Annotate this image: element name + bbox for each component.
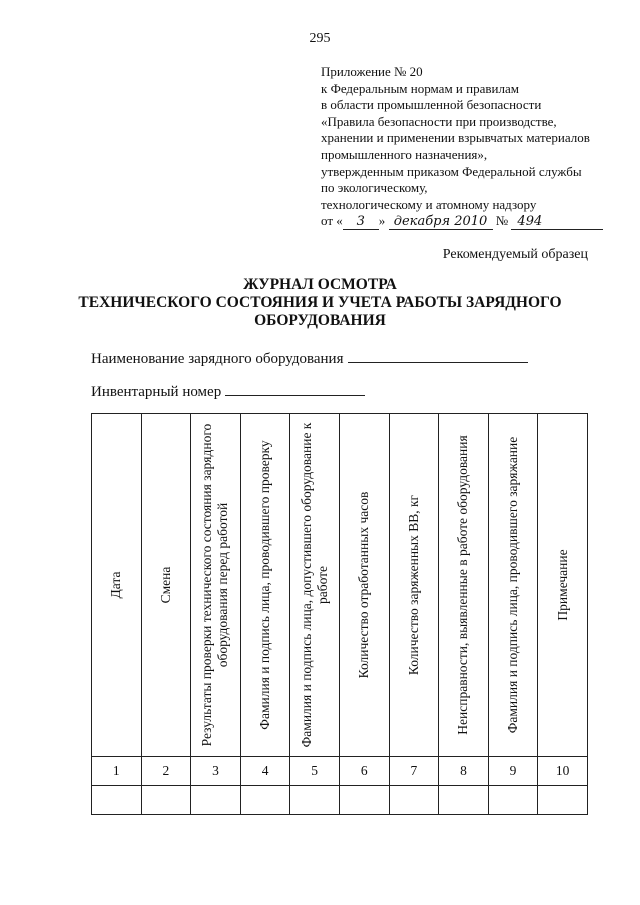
header-text: Количество отработанных часов — [356, 491, 372, 679]
empty-cell — [141, 786, 191, 815]
header-cell — [141, 414, 191, 757]
number-sign: № — [495, 213, 509, 229]
header-cell — [191, 414, 241, 757]
header-cell — [240, 414, 290, 757]
header-cell — [439, 414, 489, 757]
title-line: ОБОРУДОВАНИЯ — [254, 312, 386, 329]
header-text: Результаты проверки технического состояния зарядного оборудования перед работой — [199, 423, 231, 747]
appendix-line: к Федеральным нормам и правилам — [321, 80, 519, 96]
inventory-number-field — [91, 381, 365, 401]
header-cell — [538, 414, 588, 757]
column-number: 8 — [439, 757, 489, 786]
header-cell — [339, 414, 389, 757]
title-line: ЖУРНАЛ ОСМОТРА — [243, 276, 397, 293]
column-number: 5 — [290, 757, 340, 786]
appendix-line: по экологическому, — [321, 180, 428, 196]
appendix-line: промышленного назначения», — [321, 146, 488, 162]
header-text: Фамилия и подпись лица, проводившего заряжание — [505, 436, 521, 734]
header-text: Количество заряженных ВВ, кг — [405, 494, 421, 676]
appendix-line: технологическому и атомному надзору — [321, 196, 537, 212]
page-number: 295 — [309, 31, 331, 46]
appendix-line: в области промышленной безопасности — [321, 97, 542, 113]
order-number: 494 — [511, 215, 603, 230]
title-line: ТЕХНИЧЕСКОГО СОСТОЯНИЯ И УЧЕТА РАБОТЫ ЗАРЯДНОГО — [78, 294, 562, 311]
header-row — [92, 414, 588, 757]
header-cell — [92, 414, 142, 757]
column-number: 4 — [240, 757, 290, 786]
appendix-line: утвержденным приказом Федеральной службы — [321, 163, 582, 179]
empty-cell — [290, 786, 340, 815]
empty-cell — [339, 786, 389, 815]
equipment-name-field — [91, 348, 528, 368]
header-text: Примечание — [554, 549, 570, 621]
date-day: 3 — [343, 215, 379, 230]
appendix-block — [321, 64, 603, 230]
header-text: Неисправности, выявленные в работе оборудования — [455, 435, 471, 735]
empty-cell — [92, 786, 142, 815]
equipment-name-blank — [348, 348, 528, 363]
order-date-line — [321, 213, 603, 230]
appendix-line: «Правила безопасности при производстве, — [321, 113, 557, 129]
empty-cell — [538, 786, 588, 815]
journal-title — [0, 276, 640, 330]
column-number: 2 — [141, 757, 191, 786]
empty-cell — [240, 786, 290, 815]
column-number: 1 — [92, 757, 142, 786]
appendix-line: Приложение № 20 — [321, 64, 423, 79]
equipment-name-label: Наименование зарядного оборудования — [91, 351, 344, 367]
column-number: 10 — [538, 757, 588, 786]
header-text: Дата — [108, 571, 124, 599]
recommended-sample-label: Рекомендуемый образец — [442, 247, 588, 262]
header-cell — [389, 414, 439, 757]
inventory-number-blank — [225, 381, 365, 396]
empty-cell — [191, 786, 241, 815]
empty-cell — [389, 786, 439, 815]
date-month-year: декабря 2010 — [389, 215, 493, 230]
column-number: 7 — [389, 757, 439, 786]
empty-cell — [439, 786, 489, 815]
journal-table — [91, 413, 588, 815]
inventory-number-label: Инвентарный номер — [91, 384, 222, 400]
date-prefix: от « — [321, 213, 343, 229]
empty-cell — [488, 786, 538, 815]
date-mid: » — [378, 213, 386, 229]
column-number: 3 — [191, 757, 241, 786]
column-number: 6 — [339, 757, 389, 786]
column-number: 9 — [488, 757, 538, 786]
header-cell — [290, 414, 340, 757]
header-text: Фамилия и подпись лица, проводившего проверку — [257, 440, 273, 730]
header-cell — [488, 414, 538, 757]
appendix-line: хранении и применении взрывчатых материалов — [321, 130, 590, 146]
header-text: Смена — [157, 566, 173, 604]
column-number-row — [92, 757, 588, 786]
empty-row — [92, 786, 588, 815]
header-text: Фамилия и подпись лица, допустившего оборудование к работе — [298, 422, 330, 748]
